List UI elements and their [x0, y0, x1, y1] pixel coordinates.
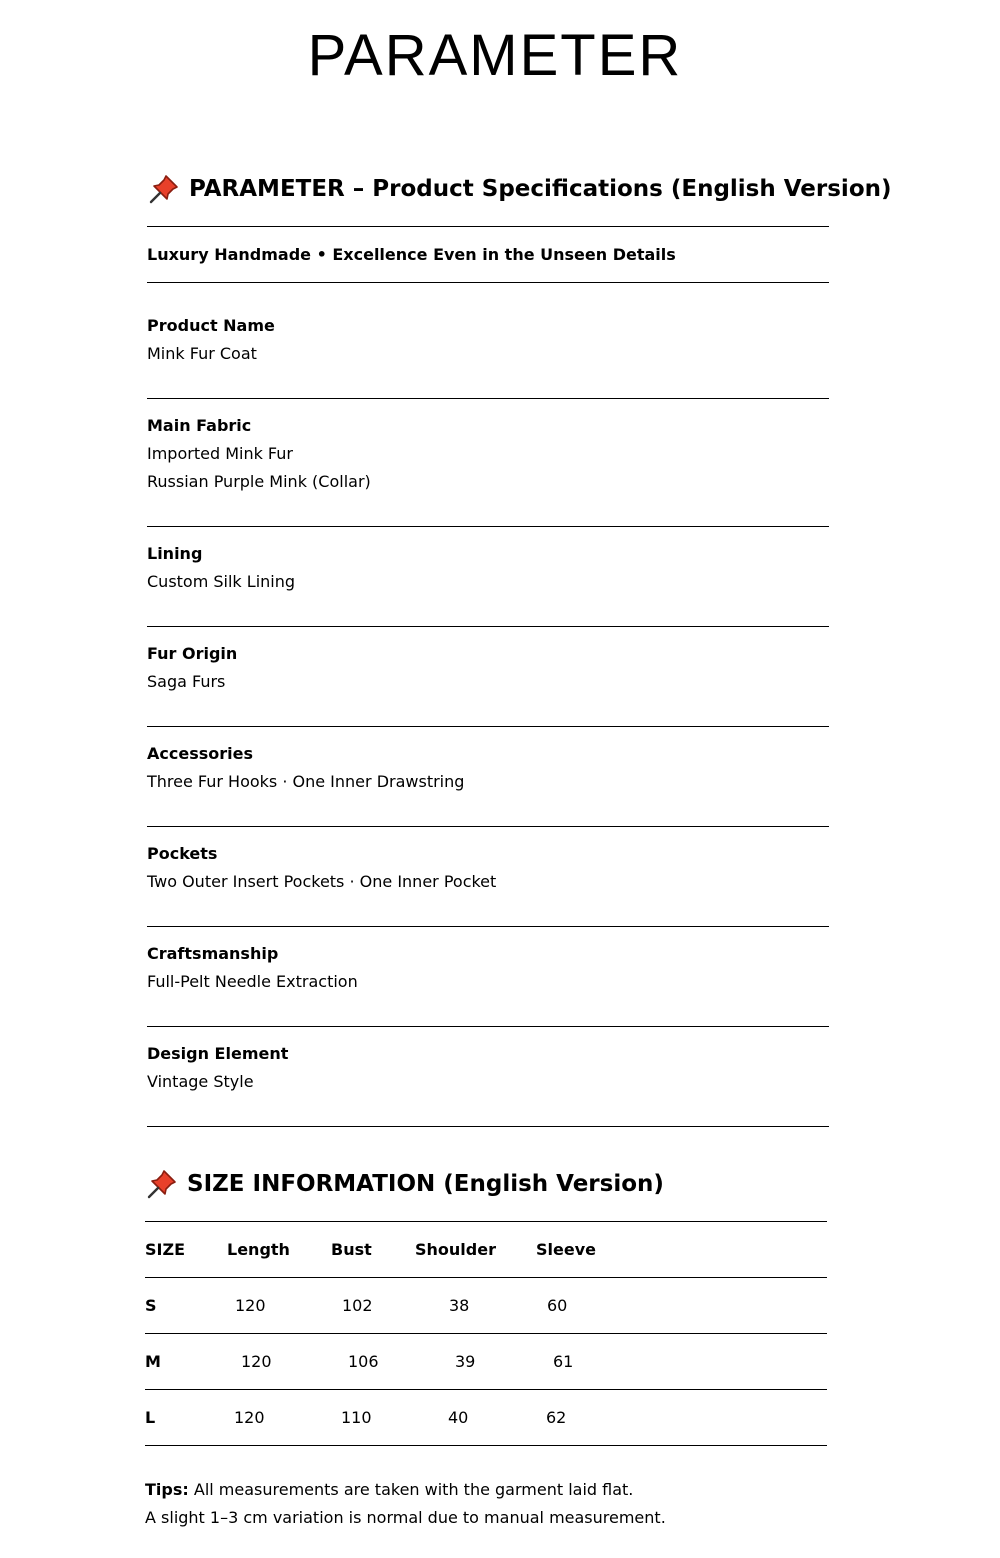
spec-value: Vintage Style — [147, 1072, 254, 1091]
table-cell: M — [145, 1352, 161, 1371]
pushpin-icon — [145, 1167, 179, 1201]
divider — [147, 398, 829, 399]
divider — [147, 826, 829, 827]
divider — [145, 1445, 827, 1446]
table-cell: 62 — [546, 1408, 567, 1427]
spec-item-pockets — [147, 840, 829, 896]
table-cell: 39 — [455, 1352, 476, 1371]
divider — [145, 1333, 827, 1334]
spec-value: Full-Pelt Needle Extraction — [147, 972, 358, 991]
table-row — [145, 1292, 827, 1320]
spec-item-accessories — [147, 740, 829, 796]
divider — [147, 1026, 829, 1027]
spec-label: Design Element — [147, 1044, 289, 1063]
table-cell: 61 — [553, 1352, 574, 1371]
divider — [147, 1126, 829, 1127]
table-cell: 110 — [341, 1408, 372, 1427]
column-header: SIZE — [145, 1240, 186, 1259]
table-cell: 38 — [449, 1296, 470, 1315]
column-header: Shoulder — [415, 1240, 496, 1259]
spec-label: Craftsmanship — [147, 944, 279, 963]
divider — [145, 1221, 827, 1222]
size-section-heading — [145, 1167, 664, 1201]
spec-subtitle: Luxury Handmade • Excellence Even in the Unseen Details — [147, 245, 676, 264]
spec-heading-text: PARAMETER – Product Specifications (English Version) — [189, 176, 892, 202]
divider — [147, 926, 829, 927]
column-header: Length — [227, 1240, 290, 1259]
divider — [147, 526, 829, 527]
tips-line-2: A slight 1–3 cm variation is normal due to manual measurement. — [145, 1508, 666, 1527]
spec-value: Imported Mink Fur — [147, 444, 293, 463]
size-heading-text: SIZE INFORMATION (English Version) — [187, 1171, 664, 1197]
spec-label: Fur Origin — [147, 644, 238, 663]
divider — [147, 226, 829, 227]
spec-value: Mink Fur Coat — [147, 344, 257, 363]
table-cell: 120 — [241, 1352, 272, 1371]
divider — [145, 1277, 827, 1278]
divider — [145, 1389, 827, 1390]
spec-item-fur-origin — [147, 640, 829, 696]
table-cell: 60 — [547, 1296, 568, 1315]
spec-section-heading — [147, 172, 892, 206]
table-cell: 120 — [235, 1296, 266, 1315]
spec-value: Custom Silk Lining — [147, 572, 296, 591]
divider — [147, 282, 829, 283]
spec-value: Two Outer Insert Pockets · One Inner Pocket — [147, 872, 497, 891]
table-cell: 102 — [342, 1296, 373, 1315]
page-title: PARAMETER — [307, 23, 683, 88]
table-row — [145, 1348, 827, 1376]
spec-label: Pockets — [147, 844, 218, 863]
table-cell: 106 — [348, 1352, 379, 1371]
pushpin-icon — [147, 172, 181, 206]
size-table-header — [145, 1236, 827, 1264]
divider — [147, 626, 829, 627]
spec-label: Product Name — [147, 316, 275, 335]
table-cell: 120 — [234, 1408, 265, 1427]
spec-label: Accessories — [147, 744, 253, 763]
table-cell: S — [145, 1296, 157, 1315]
spec-value: Russian Purple Mink (Collar) — [147, 472, 371, 491]
column-header: Bust — [331, 1240, 372, 1259]
spec-item-product-name — [147, 312, 829, 368]
table-cell: 40 — [448, 1408, 469, 1427]
spec-value: Three Fur Hooks · One Inner Drawstring — [147, 772, 465, 791]
spec-item-lining — [147, 540, 829, 596]
spec-item-design-element — [147, 1040, 829, 1096]
spec-item-craftsmanship — [147, 940, 829, 996]
table-row — [145, 1404, 827, 1432]
spec-label: Main Fabric — [147, 416, 252, 435]
spec-item-main-fabric — [147, 412, 829, 496]
tips-line-1 — [145, 1476, 666, 1504]
spec-value: Saga Furs — [147, 672, 226, 691]
tips-text: All measurements are taken with the garment laid flat. — [193, 1480, 634, 1499]
divider — [147, 726, 829, 727]
spec-label: Lining — [147, 544, 203, 563]
column-header: Sleeve — [536, 1240, 596, 1259]
table-cell: L — [145, 1408, 156, 1427]
measurement-tips — [145, 1476, 666, 1532]
tips-label: Tips: — [145, 1480, 189, 1499]
